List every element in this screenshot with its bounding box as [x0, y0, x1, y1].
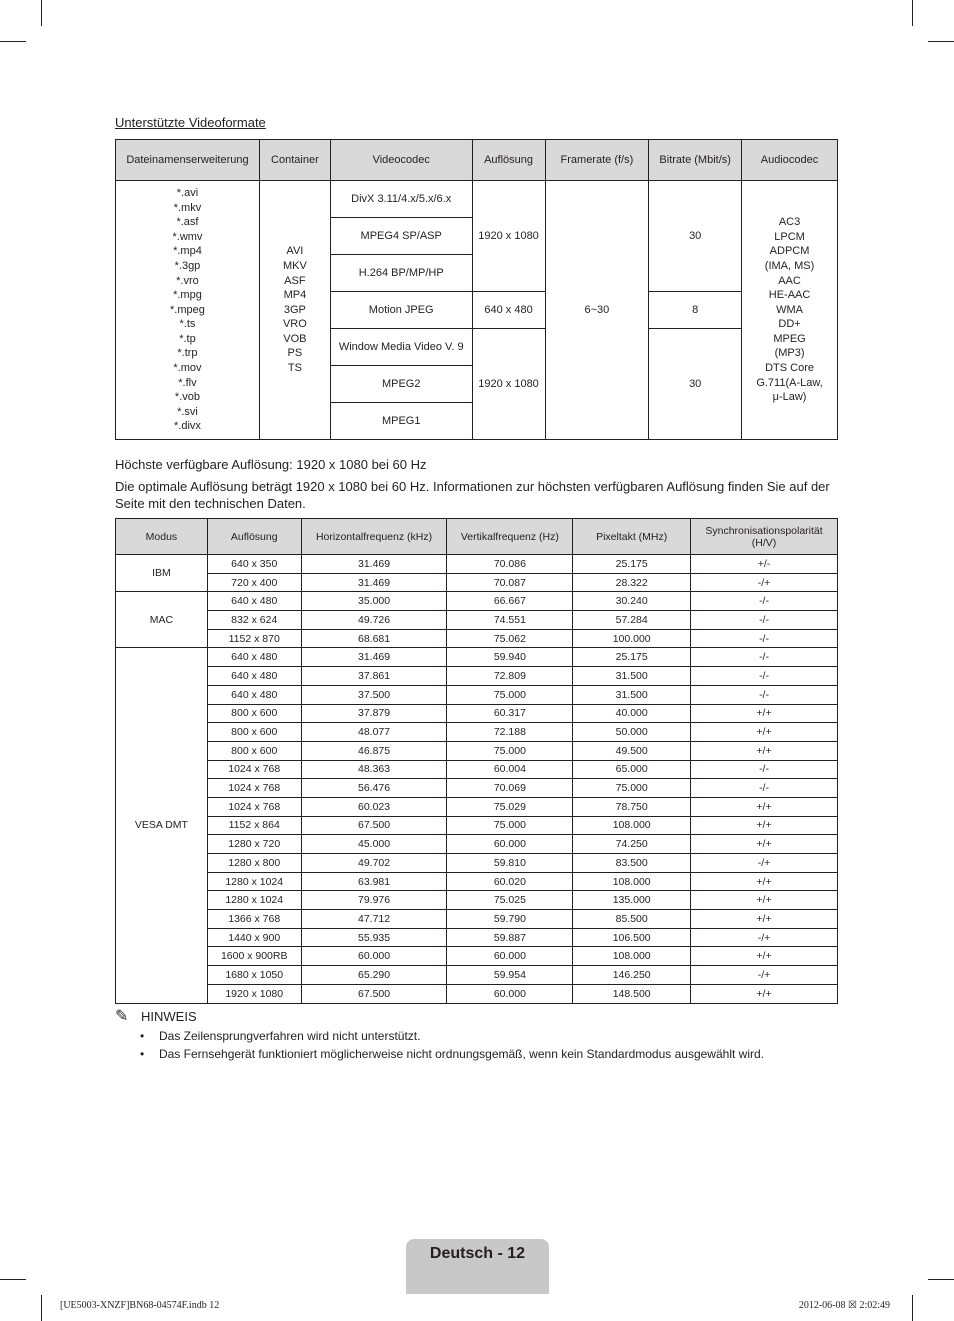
table-row — [116, 984, 838, 1003]
table-cell: 74.551 — [447, 611, 573, 630]
column-header: Container — [259, 140, 330, 181]
table-cell: 49.702 — [301, 854, 447, 873]
table-cell: 70.069 — [447, 779, 573, 798]
table-cell: 1024 x 768 — [207, 797, 301, 816]
container-item: AVI — [286, 245, 304, 258]
table-cell: 72.188 — [447, 723, 573, 742]
table-cell: 148.500 — [573, 984, 691, 1003]
column-header: Audiocodec — [742, 140, 838, 181]
column-header: Auflösung — [207, 519, 301, 555]
table-cell: 25.175 — [573, 648, 691, 667]
column-header: Pixeltakt (MHz) — [573, 519, 691, 555]
table-cell: 640 x 480 — [207, 592, 301, 611]
table-cell: 67.500 — [301, 816, 447, 835]
audio-codec-item: (IMA, MS) — [764, 259, 815, 272]
column-header: Framerate (f/s) — [545, 140, 649, 181]
mode-name-cell: VESA DMT — [116, 648, 208, 1003]
audio-codec-item: WMA — [776, 303, 803, 316]
table-cell: -/- — [691, 685, 838, 704]
table-cell: 832 x 624 — [207, 611, 301, 630]
audio-codec-item: ADPCM — [769, 245, 810, 258]
table-cell: -/- — [691, 648, 838, 667]
table-cell: 75.025 — [447, 891, 573, 910]
extension-item: *.vob — [174, 391, 200, 404]
table-cell: 48.077 — [301, 723, 447, 742]
extension-item: *.wmv — [172, 230, 203, 243]
table-row — [116, 573, 838, 592]
page-number: Deutsch - 12 — [429, 1245, 526, 1262]
table-row — [116, 928, 838, 947]
audio-codec-item: G.711(A-Law, — [756, 376, 823, 389]
table-cell: +/+ — [691, 723, 838, 742]
footer-timestamp: 2012-06-08 ☒ 2:02:49 — [798, 1300, 890, 1311]
crop-mark — [928, 41, 954, 42]
resolution-text: Die optimale Auflösung beträgt 1920 x 1080 bei 60 Hz. Informationen zur höchsten verfügbaren Auflösung finden Sie auf der Seite mit den technischen Daten. — [115, 479, 830, 511]
codec-cell: DivX 3.11/4.x/5.x/6.x — [330, 181, 472, 218]
extension-item: *.trp — [177, 347, 198, 360]
table-cell: 640 x 480 — [207, 667, 301, 686]
table-cell: 1366 x 768 — [207, 910, 301, 929]
table-cell: 1440 x 900 — [207, 928, 301, 947]
table-cell: +/+ — [691, 704, 838, 723]
column-header: Dateinamenserweiterung — [116, 140, 260, 181]
table-cell: 108.000 — [573, 816, 691, 835]
column-header: Synchronisationspolarität (H/V) — [691, 519, 838, 555]
audio-codec-item: DTS Core — [765, 362, 814, 375]
pencil-icon: ✎ — [115, 1008, 129, 1025]
table-row — [116, 704, 838, 723]
table-cell: 50.000 — [573, 723, 691, 742]
table-cell: 67.500 — [301, 984, 447, 1003]
table-cell: 37.861 — [301, 667, 447, 686]
table-cell: 135.000 — [573, 891, 691, 910]
table-cell: 800 x 600 — [207, 723, 301, 742]
container-item: 3GP — [283, 303, 306, 316]
table-cell: 70.087 — [447, 573, 573, 592]
table-cell: 800 x 600 — [207, 741, 301, 760]
table-cell: 45.000 — [301, 835, 447, 854]
column-header: Horizontalfrequenz (kHz) — [301, 519, 447, 555]
list-item: • Das Fernsehgerät funktioniert möglicherweise nicht ordnungsgemäß, wenn kein Standardmodus ausgewählt wird. — [140, 1045, 764, 1063]
container-item: PS — [287, 347, 303, 360]
column-header: Bitrate (Mbit/s) — [649, 140, 742, 181]
crop-mark — [0, 1279, 26, 1280]
table-row — [116, 835, 838, 854]
table-cell: 59.810 — [447, 854, 573, 873]
table-cell: 640 x 480 — [207, 685, 301, 704]
extension-item: *.svi — [177, 405, 198, 418]
container-item: TS — [287, 362, 302, 375]
table-cell: 640 x 480 — [207, 648, 301, 667]
table-cell: 78.750 — [573, 797, 691, 816]
table-cell: 1280 x 720 — [207, 835, 301, 854]
crop-mark — [0, 41, 26, 42]
table-cell: 49.500 — [573, 741, 691, 760]
container-item: ASF — [284, 274, 306, 287]
audio-codec-item: HE-AAC — [768, 289, 811, 302]
table-cell: 1024 x 768 — [207, 760, 301, 779]
codec-cell: MPEG1 — [330, 403, 472, 440]
container-item: MKV — [282, 259, 307, 272]
table-cell: +/+ — [691, 947, 838, 966]
mode-name-cell: MAC — [116, 592, 208, 648]
table-cell: +/+ — [691, 816, 838, 835]
extension-item: *.asf — [176, 216, 199, 229]
codec-cell: MPEG4 SP/ASP — [330, 218, 472, 255]
bitrate-cell: 8 — [649, 292, 742, 329]
table-row — [116, 592, 838, 611]
table-cell: 60.000 — [447, 947, 573, 966]
table-cell: -/+ — [691, 854, 838, 873]
table-cell: -/- — [691, 760, 838, 779]
table-cell: +/- — [691, 555, 838, 574]
table-cell: 37.879 — [301, 704, 447, 723]
video-formats-table — [115, 139, 838, 440]
table-cell: 146.250 — [573, 966, 691, 985]
table-row — [116, 667, 838, 686]
crop-mark — [41, 1295, 42, 1321]
extension-item: *.3gp — [174, 259, 201, 272]
table-cell: +/+ — [691, 984, 838, 1003]
table-cell: +/+ — [691, 872, 838, 891]
table-cell: 60.317 — [447, 704, 573, 723]
table-cell: 1152 x 870 — [207, 629, 301, 648]
table-cell: 55.935 — [301, 928, 447, 947]
audio-codec-item: MPEG — [773, 332, 806, 345]
table-cell: 31.500 — [573, 685, 691, 704]
table-cell: +/+ — [691, 835, 838, 854]
table-cell: 63.981 — [301, 872, 447, 891]
audio-codec-list — [742, 181, 838, 440]
column-header: Modus — [116, 519, 208, 555]
table-cell: 56.476 — [301, 779, 447, 798]
table-cell: -/- — [691, 592, 838, 611]
table-cell: 25.175 — [573, 555, 691, 574]
table-cell: 31.469 — [301, 648, 447, 667]
extension-item: *.flv — [178, 376, 197, 389]
table-row — [116, 854, 838, 873]
table-header-row — [116, 140, 838, 181]
table-row — [116, 181, 838, 218]
table-row — [116, 723, 838, 742]
audio-codec-item: LPCM — [774, 230, 805, 243]
table-row — [116, 648, 838, 667]
table-cell: 31.469 — [301, 555, 447, 574]
table-cell: 75.000 — [573, 779, 691, 798]
table-cell: -/- — [691, 611, 838, 630]
table-cell: 75.000 — [447, 685, 573, 704]
table-row — [116, 966, 838, 985]
table-cell: 60.000 — [447, 835, 573, 854]
table-row — [116, 555, 838, 574]
table-cell: 65.290 — [301, 966, 447, 985]
extension-item: *.divx — [174, 420, 201, 433]
page-number-tab — [406, 1239, 549, 1294]
table-row — [116, 872, 838, 891]
table-cell: +/+ — [691, 741, 838, 760]
table-cell: 1024 x 768 — [207, 779, 301, 798]
bitrate-cell: 30 — [649, 181, 742, 292]
table-cell: 28.322 — [573, 573, 691, 592]
crop-mark — [912, 0, 913, 26]
table-row — [116, 685, 838, 704]
table-row — [116, 816, 838, 835]
crop-mark — [41, 0, 42, 26]
table-cell: 1280 x 1024 — [207, 891, 301, 910]
resolution-cell: 1920 x 1080 — [472, 181, 545, 292]
table-cell: 800 x 600 — [207, 704, 301, 723]
table-cell: 74.250 — [573, 835, 691, 854]
table-row — [116, 760, 838, 779]
table-cell: -/- — [691, 779, 838, 798]
table-cell: 37.500 — [301, 685, 447, 704]
footer-file-name: [UE5003-XNZF]BN68-04574F.indb 12 — [60, 1300, 220, 1311]
table-cell: 75.000 — [447, 741, 573, 760]
table-cell: 72.809 — [447, 667, 573, 686]
table-row — [116, 910, 838, 929]
table-cell: 30.240 — [573, 592, 691, 611]
column-header: Videocodec — [330, 140, 472, 181]
extension-item: *.mpg — [173, 289, 202, 302]
table-cell: 59.790 — [447, 910, 573, 929]
table-cell: 60.004 — [447, 760, 573, 779]
table-cell: 1920 x 1080 — [207, 984, 301, 1003]
container-item: MP4 — [283, 289, 307, 302]
audio-codec-item: μ-Law) — [772, 391, 807, 404]
table-row — [116, 947, 838, 966]
table-cell: 70.086 — [447, 555, 573, 574]
table-cell: 85.500 — [573, 910, 691, 929]
bitrate-cell: 30 — [649, 329, 742, 440]
table-cell: 59.887 — [447, 928, 573, 947]
table-cell: +/+ — [691, 797, 838, 816]
framerate-cell: 6~30 — [545, 181, 649, 440]
table-cell: 47.712 — [301, 910, 447, 929]
note-list — [140, 1027, 764, 1063]
table-cell: -/+ — [691, 573, 838, 592]
table-cell: 65.000 — [573, 760, 691, 779]
table-cell: 48.363 — [301, 760, 447, 779]
extension-item: *.mkv — [173, 201, 202, 214]
list-item: • Das Zeilensprungverfahren wird nicht unterstützt. — [140, 1027, 764, 1045]
table-cell: -/- — [691, 629, 838, 648]
table-cell: 68.681 — [301, 629, 447, 648]
table-cell: 75.062 — [447, 629, 573, 648]
table-cell: 60.023 — [301, 797, 447, 816]
table-header-row — [116, 519, 838, 555]
note-heading — [115, 1006, 197, 1026]
display-modes-table — [115, 518, 838, 1004]
audio-codec-item: DD+ — [778, 318, 801, 331]
extension-item: *.ts — [179, 318, 196, 331]
table-cell: 79.976 — [301, 891, 447, 910]
resolution-cell: 640 x 480 — [472, 292, 545, 329]
codec-cell: H.264 BP/MP/HP — [330, 255, 472, 292]
resolution-cell: 1920 x 1080 — [472, 329, 545, 440]
note-label: HINWEIS — [141, 1009, 197, 1024]
table-cell: +/+ — [691, 910, 838, 929]
table-row — [116, 629, 838, 648]
resolution-title: Höchste verfügbare Auflösung: 1920 x 1080 bei 60 Hz — [115, 457, 427, 472]
table-cell: 59.940 — [447, 648, 573, 667]
table-cell: 46.875 — [301, 741, 447, 760]
table-cell: 720 x 400 — [207, 573, 301, 592]
table-row — [116, 741, 838, 760]
table-cell: 1680 x 1050 — [207, 966, 301, 985]
extension-item: *.vro — [176, 274, 199, 287]
table-cell: 100.000 — [573, 629, 691, 648]
container-item: VOB — [283, 332, 307, 345]
codec-cell: Motion JPEG — [330, 292, 472, 329]
table-cell: 1280 x 800 — [207, 854, 301, 873]
table-cell: 108.000 — [573, 872, 691, 891]
codec-cell: MPEG2 — [330, 366, 472, 403]
table-cell: 59.954 — [447, 966, 573, 985]
table-cell: 57.284 — [573, 611, 691, 630]
table-cell: 83.500 — [573, 854, 691, 873]
table-row — [116, 891, 838, 910]
table-cell: 49.726 — [301, 611, 447, 630]
table-cell: -/- — [691, 667, 838, 686]
audio-codec-item: AC3 — [778, 216, 801, 229]
extension-item: *.tp — [179, 332, 196, 345]
column-header: Auflösung — [472, 140, 545, 181]
table-cell: 60.000 — [447, 984, 573, 1003]
table-cell: 31.500 — [573, 667, 691, 686]
table-cell: 108.000 — [573, 947, 691, 966]
extension-item: *.mp4 — [173, 245, 202, 258]
extension-item: *.avi — [176, 186, 199, 199]
table-row — [116, 611, 838, 630]
container-list — [259, 181, 330, 440]
table-cell: -/+ — [691, 928, 838, 947]
table-cell: 1152 x 864 — [207, 816, 301, 835]
audio-codec-item: AAC — [778, 274, 801, 287]
column-header: Vertikalfrequenz (Hz) — [447, 519, 573, 555]
table-cell: 1600 x 900RB — [207, 947, 301, 966]
codec-cell: Window Media Video V. 9 — [330, 329, 472, 366]
table-cell: 40.000 — [573, 704, 691, 723]
table-cell: 66.667 — [447, 592, 573, 611]
table-row — [116, 797, 838, 816]
extension-item: *.mov — [173, 362, 202, 375]
crop-mark — [912, 1295, 913, 1321]
table-cell: 60.000 — [301, 947, 447, 966]
extension-list — [116, 181, 260, 440]
container-item: VRO — [282, 318, 307, 331]
table-cell: 60.020 — [447, 872, 573, 891]
mode-name-cell: IBM — [116, 555, 208, 592]
crop-mark — [928, 1279, 954, 1280]
table-cell: 1280 x 1024 — [207, 872, 301, 891]
table-cell: 35.000 — [301, 592, 447, 611]
table-cell: -/+ — [691, 966, 838, 985]
table-cell: 75.029 — [447, 797, 573, 816]
table-cell: +/+ — [691, 891, 838, 910]
table-cell: 640 x 350 — [207, 555, 301, 574]
audio-codec-item: (MP3) — [774, 347, 805, 360]
table-cell: 106.500 — [573, 928, 691, 947]
table-cell: 75.000 — [447, 816, 573, 835]
video-formats-title: Unterstützte Videoformate — [115, 115, 266, 130]
table-row — [116, 779, 838, 798]
extension-item: *.mpeg — [170, 303, 205, 316]
table-cell: 31.469 — [301, 573, 447, 592]
